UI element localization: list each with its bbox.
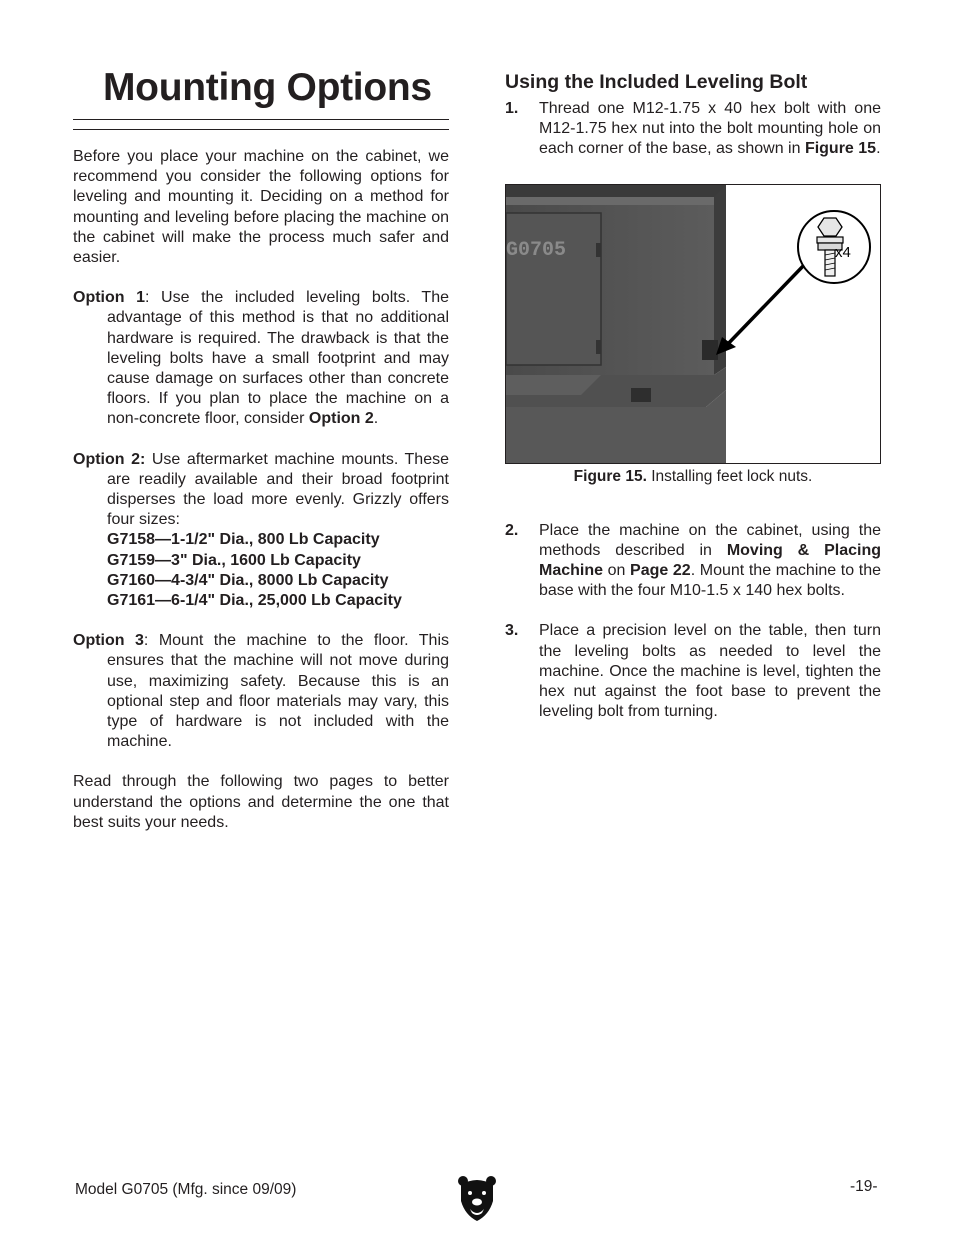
step-2: 2. Place the machine on the cabinet, using the methods described in Moving & Placing Machine on Page 22. Mount the machine to the base with the four M10-1.5 x 140 hex bolts.: [505, 521, 882, 600]
section-ref: Moving & Placing Machine: [539, 541, 882, 580]
step-number: 3.: [505, 622, 519, 640]
step-1: 1. Thread one M12-1.75 x 40 hex bolt with one M12-1.75 hex nut into the bolt mounting hole on each corner of the base, as shown in Figure 15.: [505, 100, 881, 158]
option-3-text: Mount the machine to the floor. This ensures that the machine will not move during use, maximizing safety. Because this is an optional step and floor materials may vary, this type of hardware is not included with the machine.: [107, 632, 450, 751]
caption-text: Installing feet lock nuts.: [646, 467, 813, 485]
footer-page-number: -19-: [850, 1178, 878, 1195]
option-2-label: Option 2:: [73, 450, 146, 468]
caption-label: Figure 15.: [573, 467, 647, 485]
footer-model: Model G0705 (Mfg. since 09/09): [75, 1181, 297, 1198]
intro-paragraph: Before you place your machine on the cabinet, we recommend you consider the following options for leveling and mounting it. Deciding on a method for mounting and leveling before placing the machine on the cabinet will make the process much safer and easier.: [73, 148, 449, 267]
option-1: Option 1: Use the included leveling bolts. The advantage of this method is that no additional hardware is required. The drawback is that the leveling bolts have a small footprint and may cause damage on surfaces other than concrete floors. If you plan to place the machine on a non-concrete floor, consider Option 2.: [73, 289, 449, 428]
mount-size-item: G7158—1-1/2" Dia., 800 Lb Capacity: [107, 531, 380, 549]
machine-base-illustration: [506, 185, 880, 463]
step-number: 1.: [505, 100, 519, 117]
section-heading: Using the Included Leveling Bolt: [505, 71, 808, 93]
machine-label: G0705: [506, 238, 567, 262]
outro-paragraph: Read through the following two pages to better understand the options and determine the one that best suits your needs.: [73, 773, 449, 831]
option-1-text: Use the included leveling bolts. The advantage of this method is that no additional hardware is required. The drawback is that the leveling bolts have a small footprint and may cause damage on surfaces other than concrete floors. If you plan to place the machine on a non-concrete floor, consider: [107, 289, 449, 428]
option-2-text: Use aftermarket machine mounts. These are readily available and their broad footprint disperses the load more evenly. Grizzly offers four sizes:: [107, 450, 449, 529]
page-title: Mounting Options: [103, 66, 432, 109]
right-column: [505, 68, 881, 722]
figure-ref: Figure 15: [804, 140, 877, 158]
option-1-label: Option 1: [73, 289, 146, 307]
step-number: 2.: [505, 521, 519, 539]
option-3-label: Option 3: [73, 632, 144, 650]
mount-size-item: G7159—3" Dia., 1600 Lb Capacity: [107, 551, 361, 569]
mount-size-list: [73, 530, 449, 611]
figure-caption: [505, 467, 881, 487]
quantity-label: x4: [835, 243, 851, 261]
figure-15: [505, 184, 881, 464]
title-rule-top: [73, 119, 449, 120]
option-1-ref: Option 2: [308, 410, 374, 428]
page-ref: Page 22: [630, 562, 691, 580]
mount-size-item: G7161—6-1/4" Dia., 25,000 Lb Capacity: [107, 592, 402, 610]
title-rule-bottom: [73, 129, 449, 130]
step-3: 3. Place a precision level on the table, then turn the leveling bolts as needed to level the machine. Once the machine is level, tighten the hex nut against the foot base to prevent the leveling bolt from turning.: [505, 622, 881, 721]
option-3: Option 3: Mount the machine to the floor. This ensures that the machine will not move during use, maximizing safety. Because this is an optional step and floor materials may vary, this type of hardware is not included with the machine.: [73, 632, 450, 751]
mount-size-item: G7160—4-3/4" Dia., 8000 Lb Capacity: [107, 571, 389, 589]
grizzly-bear-logo-icon: [457, 1175, 497, 1223]
left-column: [73, 62, 449, 833]
option-2: [73, 450, 449, 531]
